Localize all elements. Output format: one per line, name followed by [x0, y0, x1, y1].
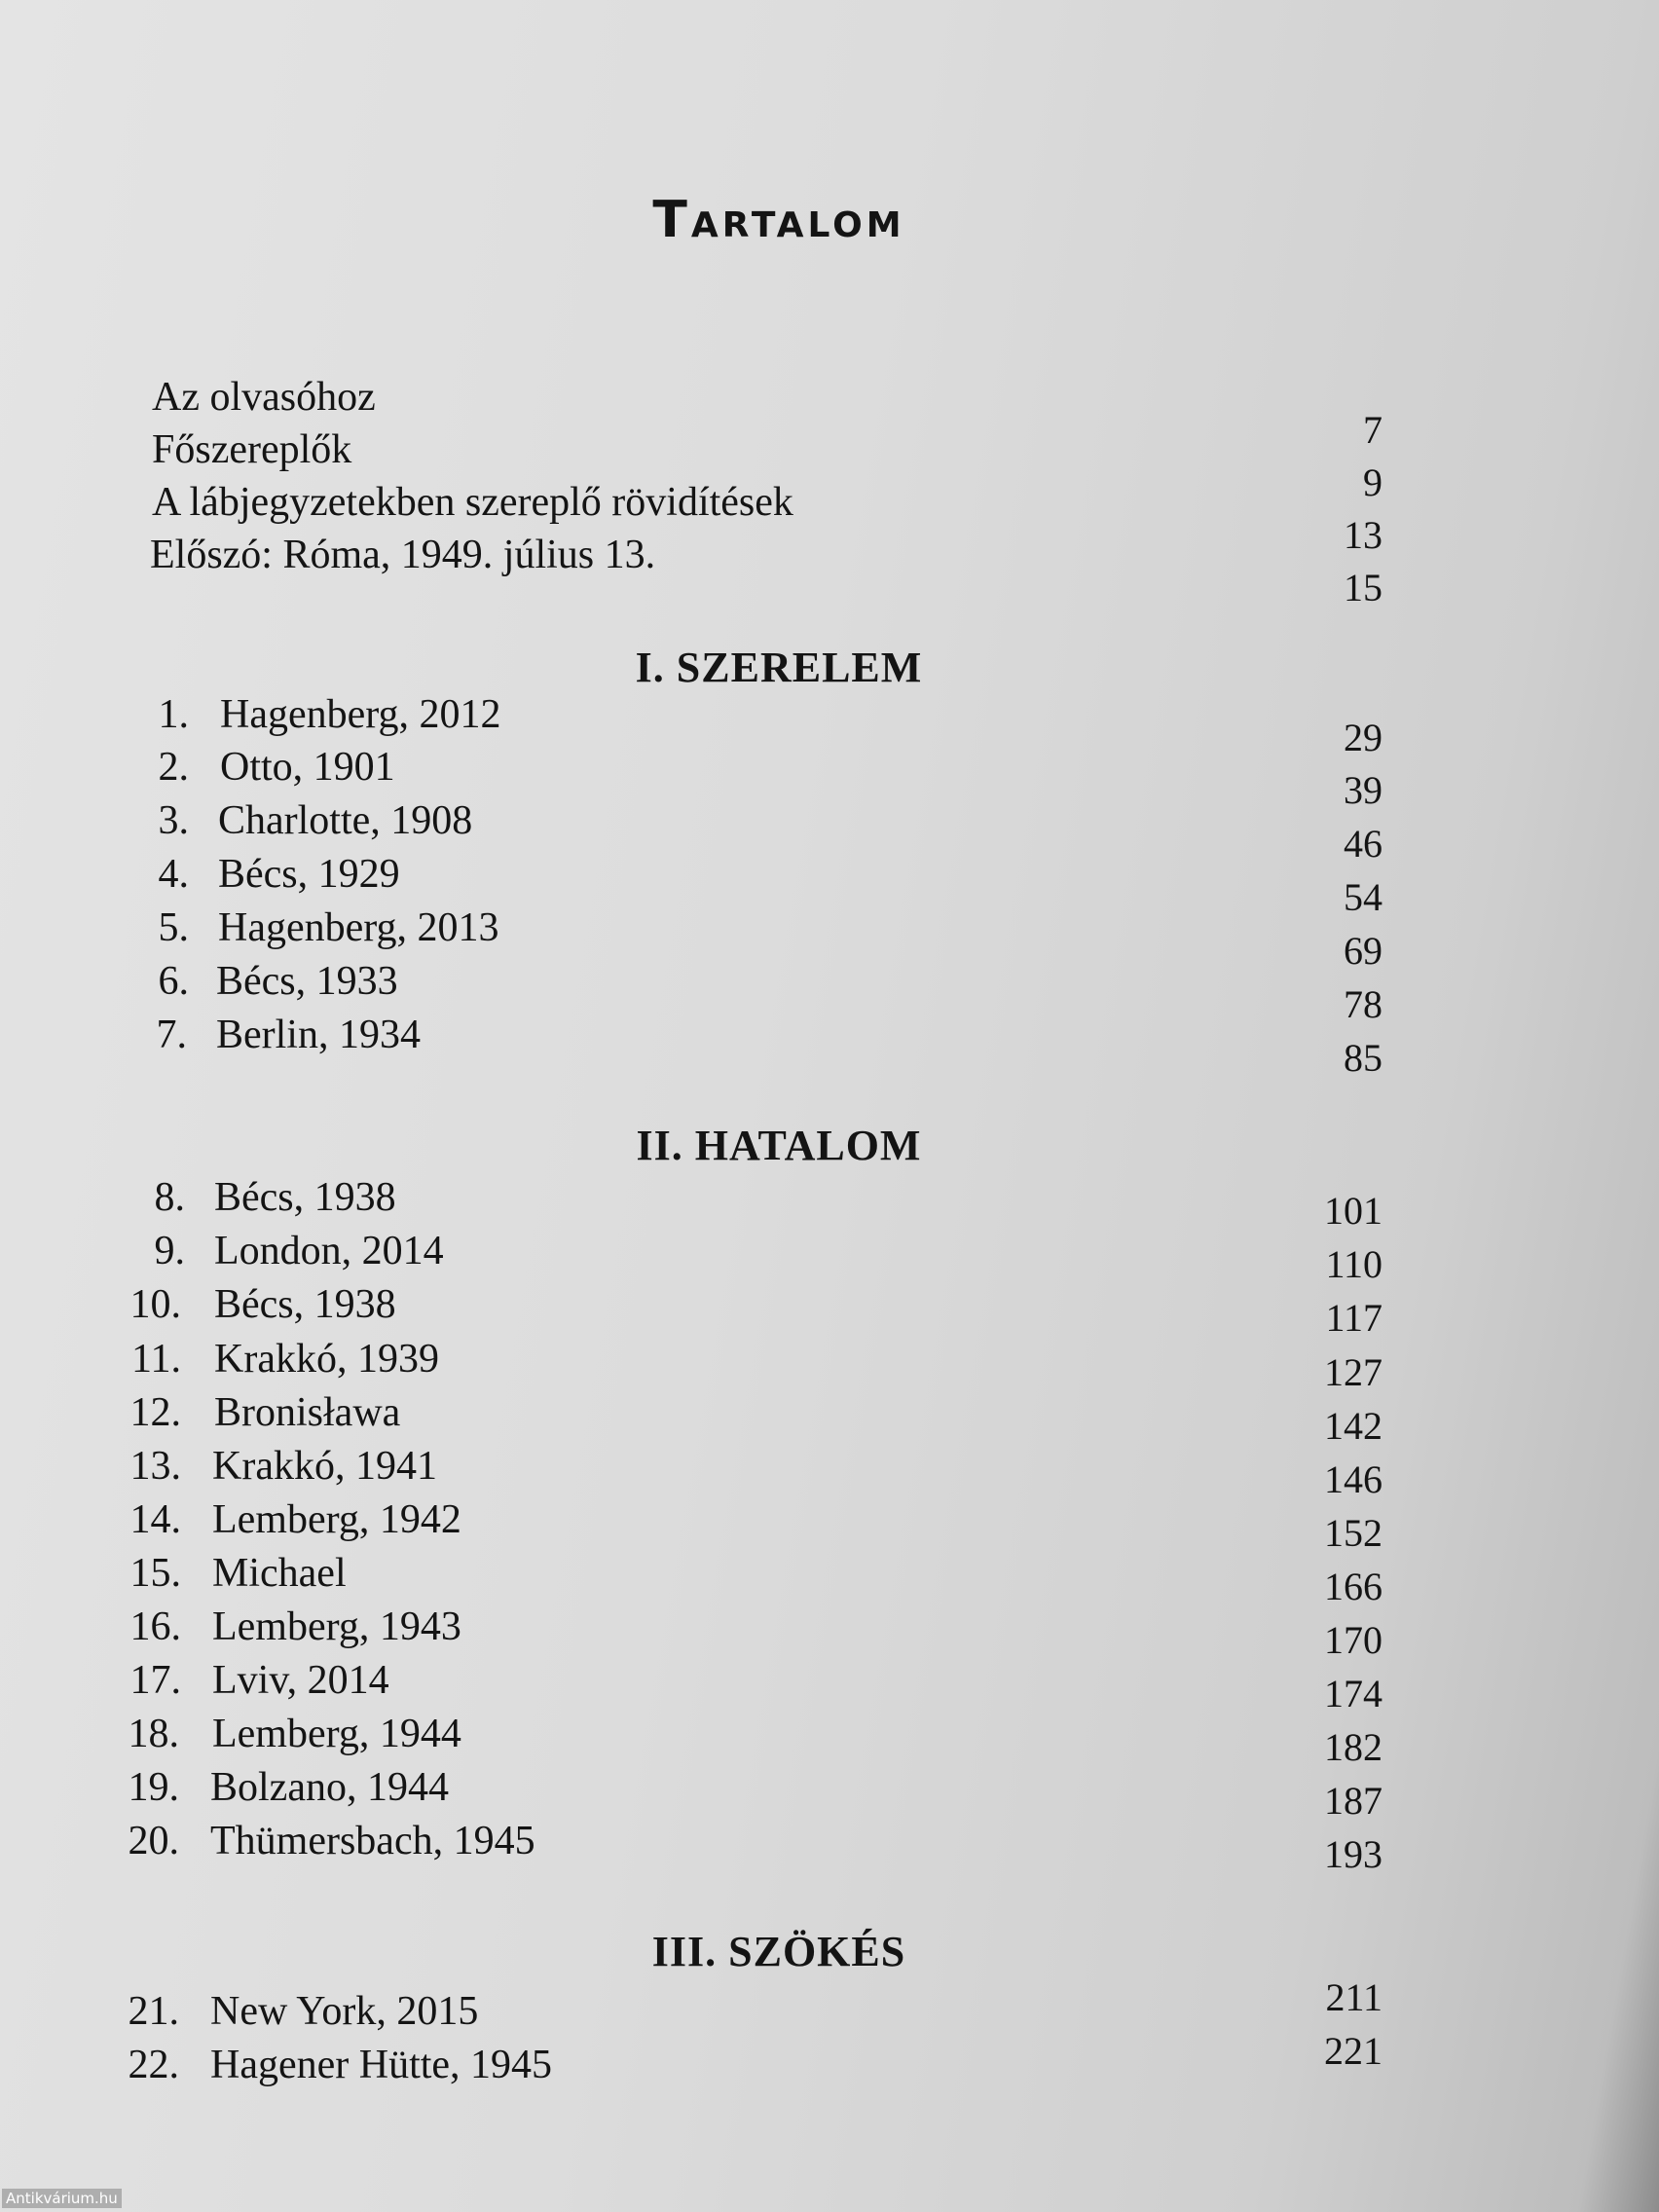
chapter-row [0, 1385, 1659, 1448]
chapter-title: Bécs, 1938 [214, 1282, 396, 1327]
chapter-row [0, 1707, 1659, 1769]
front-matter-page: 7 [1363, 408, 1382, 452]
chapter-row [0, 1814, 1659, 1876]
chapter-title: Hagenberg, 2013 [218, 905, 499, 950]
chapter-page: 69 [1344, 929, 1382, 973]
chapter-page: 174 [1324, 1672, 1382, 1715]
chapter-number: 17. [129, 1658, 181, 1703]
chapter-number: 13. [129, 1444, 181, 1489]
chapter-title: Charlotte, 1908 [218, 798, 473, 843]
chapter-number: 4. [158, 852, 189, 897]
chapter-row [0, 901, 1659, 973]
chapter-number: 5. [158, 905, 189, 950]
chapter-row [0, 740, 1659, 812]
chapter-number: 7. [156, 1013, 187, 1057]
chapter-page: 170 [1324, 1618, 1382, 1662]
chapter-title: Lviv, 2014 [212, 1658, 389, 1703]
front-matter-label: A lábjegyzetekben szereplő rövidítések [152, 480, 793, 525]
chapter-title: Berlin, 1934 [216, 1013, 421, 1057]
chapter-row [0, 1600, 1659, 1662]
chapter-number: 22. [128, 2043, 179, 2087]
chapter-page: 110 [1325, 1242, 1382, 1286]
chapter-number: 2. [158, 745, 189, 790]
chapter-number: 8. [154, 1175, 185, 1220]
chapter-row [0, 687, 1659, 759]
chapter-title: Bronisława [214, 1390, 401, 1435]
page-title: Tartalom [652, 191, 905, 249]
chapter-page: 193 [1324, 1832, 1382, 1876]
chapter-number: 3. [158, 798, 189, 843]
chapter-page: 39 [1344, 768, 1382, 812]
chapter-title: Otto, 1901 [220, 745, 395, 790]
chapter-row [0, 1277, 1659, 1340]
chapter-row [0, 1170, 1659, 1233]
chapter-title: Lemberg, 1943 [212, 1604, 461, 1649]
chapter-row [0, 793, 1659, 866]
chapter-page: 187 [1324, 1779, 1382, 1823]
chapter-number: 15. [129, 1551, 181, 1596]
chapter-row [0, 1653, 1659, 1715]
chapter-row [0, 1760, 1659, 1823]
watermark: Antikvárium.hu [2, 2189, 122, 2208]
chapter-page: 78 [1344, 982, 1382, 1026]
chapter-row [0, 1439, 1659, 1501]
chapter-row [0, 847, 1659, 919]
section-heading: II. HATALOM [636, 1122, 922, 1169]
chapter-title: Hagener Hütte, 1945 [210, 2043, 553, 2087]
chapter-title: Bécs, 1938 [214, 1175, 396, 1220]
chapter-page: 166 [1324, 1565, 1382, 1608]
chapter-title: Michael [212, 1551, 347, 1596]
front-matter-item [0, 528, 1659, 609]
chapter-page: 182 [1324, 1725, 1382, 1769]
chapter-number: 12. [129, 1390, 181, 1435]
chapter-number: 19. [128, 1765, 179, 1810]
chapter-number: 1. [158, 692, 189, 737]
chapter-number: 11. [131, 1337, 181, 1382]
chapter-title: Bécs, 1929 [218, 852, 400, 897]
chapter-row [0, 1493, 1659, 1555]
chapter-row [0, 1008, 1659, 1080]
chapter-page: 117 [1325, 1296, 1382, 1340]
front-matter-label: Az olvasóhoz [152, 375, 376, 420]
chapter-page: 146 [1324, 1457, 1382, 1501]
chapter-row [0, 954, 1659, 1026]
chapter-page: 142 [1324, 1404, 1382, 1448]
front-matter-label: Főszereplők [152, 427, 352, 472]
section-heading: I. SZERELEM [635, 644, 923, 691]
chapter-number: 10. [129, 1282, 181, 1327]
chapter-title: Krakkó, 1939 [214, 1337, 439, 1382]
chapter-title: Thümersbach, 1945 [210, 1819, 535, 1863]
chapter-page: 221 [1324, 2029, 1382, 2073]
chapter-row [0, 1975, 1659, 2039]
chapter-page: 101 [1324, 1189, 1382, 1233]
front-matter-label: Előszó: Róma, 1949. július 13. [150, 533, 656, 577]
chapter-title: Bécs, 1933 [216, 959, 398, 1004]
chapter-number: 20. [128, 1819, 179, 1863]
section-heading: III. SZÖKÉS [651, 1928, 906, 1975]
chapter-row [0, 1224, 1659, 1286]
chapter-title: Hagenberg, 2012 [220, 692, 501, 737]
chapter-row [0, 2029, 1659, 2092]
chapter-title: Bolzano, 1944 [210, 1765, 449, 1810]
chapter-row [0, 1332, 1659, 1394]
chapter-number: 9. [154, 1229, 185, 1273]
chapter-title: Lemberg, 1944 [212, 1712, 461, 1756]
chapter-page: 29 [1344, 716, 1382, 759]
chapter-number: 16. [129, 1604, 181, 1649]
chapter-number: 21. [128, 1989, 179, 2034]
chapter-row [0, 1546, 1659, 1608]
chapter-page: 211 [1325, 1975, 1382, 2019]
chapter-title: Lemberg, 1942 [212, 1497, 461, 1542]
chapter-number: 14. [129, 1497, 181, 1542]
chapter-page: 54 [1344, 875, 1382, 919]
chapter-page: 152 [1324, 1511, 1382, 1555]
chapter-title: Krakkó, 1941 [212, 1444, 437, 1489]
chapter-page: 85 [1344, 1036, 1382, 1080]
chapter-number: 6. [158, 959, 189, 1004]
chapter-page: 127 [1324, 1350, 1382, 1394]
chapter-title: London, 2014 [214, 1229, 444, 1273]
chapter-title: New York, 2015 [210, 1989, 479, 2034]
chapter-page: 46 [1344, 822, 1382, 866]
chapter-number: 18. [128, 1712, 179, 1756]
front-matter-page: 9 [1363, 461, 1382, 504]
front-matter-page: 15 [1344, 566, 1382, 609]
front-matter-page: 13 [1344, 513, 1382, 557]
